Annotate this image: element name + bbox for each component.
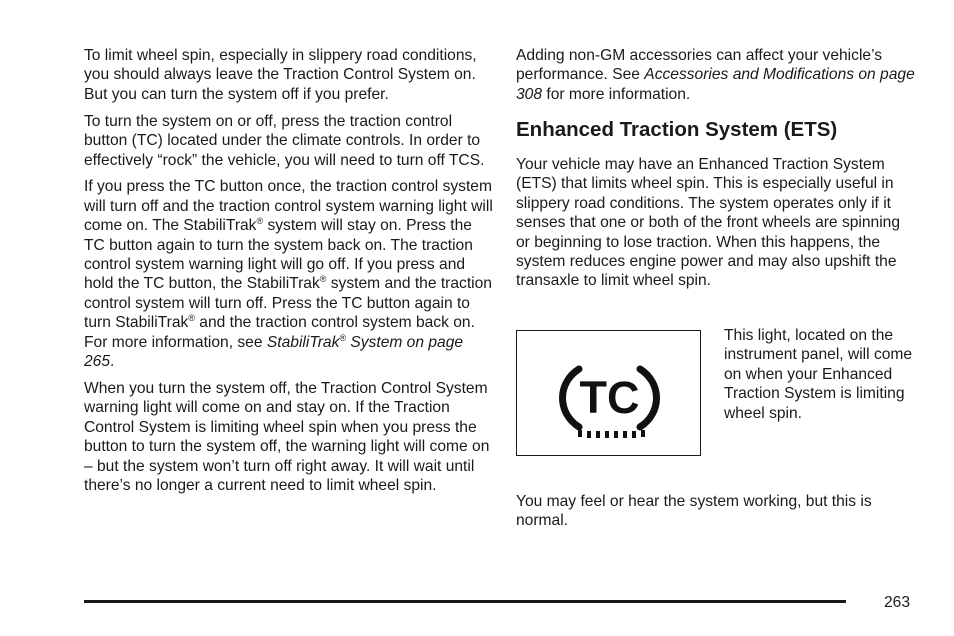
cross-reference-name: StabiliTrak bbox=[266, 333, 340, 351]
text-segment: for more information. bbox=[542, 85, 691, 103]
registered-mark: ® bbox=[188, 313, 195, 324]
text-segment: . bbox=[110, 353, 115, 371]
footer-rule bbox=[84, 600, 846, 603]
text-segment: and the traction control system back on. For more information, see bbox=[84, 314, 475, 351]
traction-control-icon bbox=[517, 331, 702, 457]
left-column bbox=[84, 46, 494, 495]
cross-reference-page: System on page 265 bbox=[84, 333, 464, 371]
text-segment: Adding non-GM accessories can affect your vehicle’s performance. See bbox=[516, 47, 883, 84]
text-segment: system and the traction control system will turn off. Press the TC button again to turn StabiliTrak bbox=[84, 275, 492, 332]
paragraph-ets: Your vehicle may have an Enhanced Traction System (ETS) that limits wheel spin. This is especially useful in slippery road conditions. The system operates only if it senses that one or both of the front wheels are spinning or beginning to lose traction. When this happens, the system reduces engine power and may also upshift the transaxle to limit wheel spin. bbox=[516, 156, 901, 290]
tc-warning-light-figure bbox=[516, 330, 701, 456]
paragraph-accessories bbox=[516, 46, 916, 104]
text-segment: system will stay on. Press the TC button again to turn the system back on. The traction control system warning light will go off. If you press and hold the TC button, the StabiliTrak bbox=[84, 217, 473, 293]
registered-mark: ® bbox=[319, 274, 327, 285]
right-column-top bbox=[516, 46, 916, 104]
registered-mark: ® bbox=[339, 332, 347, 343]
tc-icon-label: TC bbox=[579, 372, 640, 423]
section-heading: Enhanced Traction System (ETS) bbox=[516, 118, 838, 141]
paragraph-traction-intro: To limit wheel spin, especially in slippery road conditions, you should always leave the Traction Control System on. But you can turn the system off if you prefer. bbox=[84, 47, 477, 103]
paragraph-stabilitrak bbox=[84, 177, 494, 371]
text-segment: If you press the TC button once, the traction control system will turn off and the traction control system warning light will come on. The StabiliTrak bbox=[84, 178, 493, 235]
paragraph-tc-button: To turn the system on or off, press the traction control button (TC) located under the climate controls. In order to effectively “rock” the vehicle, you will need to turn off TCS. bbox=[84, 112, 485, 169]
paragraph-system-off: When you turn the system off, the Traction Control System warning light will come on and stay on. If the Traction Control System is limiting wheel spin when you press the button to turn the system off, the warning light will come on – but the system won’t turn off right away. It will wait until there’s no longer a current need to limit wheel spin. bbox=[84, 380, 490, 495]
registered-mark: ® bbox=[256, 216, 264, 227]
figure-caption: This light, located on the instrument panel, will come on when your Enhanced Traction System is limiting wheel spin. bbox=[724, 327, 913, 422]
cross-reference-link[interactable]: Accessories and Modifications on page 308 bbox=[516, 66, 915, 103]
paragraph-normal-operation: You may feel or hear the system working, but this is normal. bbox=[516, 493, 872, 530]
page-number: 263 bbox=[884, 594, 911, 611]
